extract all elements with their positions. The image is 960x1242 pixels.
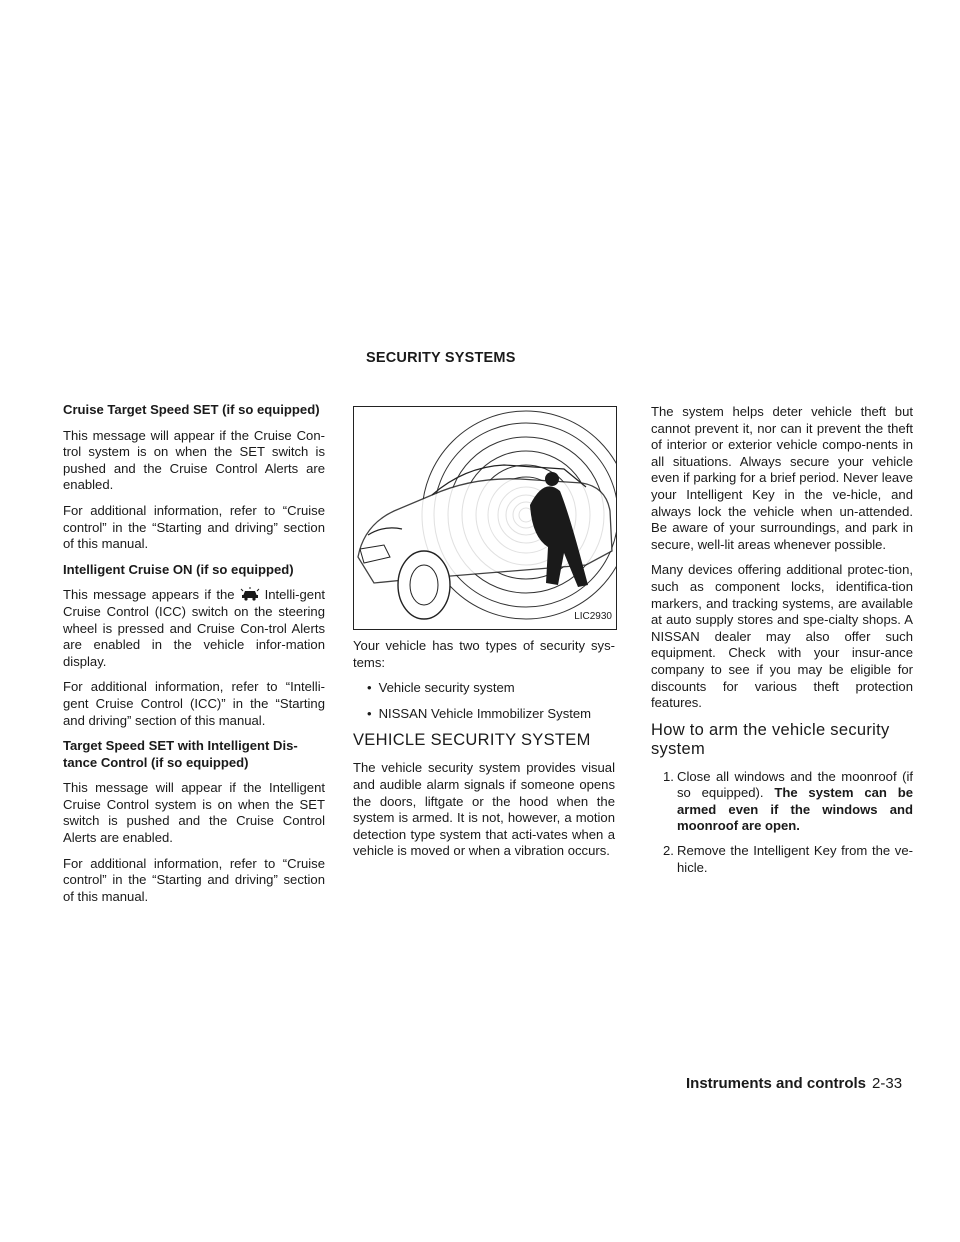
- column-middle: [353, 402, 615, 869]
- arming-steps: [651, 769, 913, 877]
- heading-how-to-arm: How to arm the vehicle security system: [651, 720, 890, 758]
- figure-code: LIC2930: [574, 611, 612, 623]
- heading-vehicle-security-system: VEHICLE SECURITY SYSTEM: [353, 731, 591, 750]
- icc-car-icon: [239, 587, 261, 601]
- paragraph: The vehicle security system provides visual and audible alarm signals if someone opens the doors, liftgate or the hood when the system is armed. It is not, however, a motion detection type system that acti-vates when a vehicle is moved or when a vibration occurs.: [353, 760, 615, 859]
- list-item: • NISSAN Vehicle Immobilizer System: [367, 706, 615, 723]
- list-item: 2. Remove the Intelligent Key from the ve-hicle.: [663, 843, 913, 875]
- paragraph: This message will appear if the Cruise Con-trol system is on when the SET switch is pushed and the Cruise Control Alerts are enabled.: [63, 427, 325, 493]
- paragraph: Your vehicle has two types of security sys-tems:: [353, 638, 615, 670]
- section-title: SECURITY SYSTEMS: [366, 350, 516, 366]
- paragraph: Many devices offering additional protec-tion, such as component locks, identifica-tion markers, and tracking systems, are available at auto supply stores and spe-cialty shops. A NISSAN dealer may also offer such equipment. Check with your insur-ance company to see if you may be eligible for discounts for various theft protection features.: [651, 562, 913, 711]
- paragraph-with-icon: This message appears if the Intelli-gent Cruise Control (ICC) switch on the steering wheel is pressed and Cruise Con-trol Alerts are enabled in the vehicle infor-mation display.: [63, 587, 325, 669]
- paragraph: The system helps deter vehicle theft but cannot prevent it, nor can it prevent the theft of interior or exterior vehicle compo-nents in all situations. Always secure your vehicle even if parking for a brief period. Never leave your Intelligent Key in the ve-hicle, and always lock the vehicle when un-attended. Be aware of your surroundings, and park in secure, well-lit areas whenever possible.: [651, 404, 913, 552]
- security-types-list: [353, 680, 615, 722]
- paragraph: This message will appear if the Intelligent Cruise Control system is on when the SET switch is pushed and the Cruise Control Alerts are enabled.: [63, 780, 325, 846]
- page-number: 2-33: [872, 1075, 903, 1092]
- column-left: [63, 402, 325, 914]
- page-footer: [686, 1075, 902, 1092]
- paragraph: For additional information, refer to “Cruise control” in the “Starting and driving” section of this manual.: [63, 855, 325, 904]
- column-right: [651, 404, 913, 884]
- list-item: • Vehicle security system: [367, 680, 615, 697]
- security-illustration: [353, 406, 617, 630]
- heading-cruise-target-speed: Cruise Target Speed SET (if so equipped): [63, 402, 320, 417]
- car-alarm-illustration-icon: [354, 407, 616, 629]
- heading-target-speed-set: Target Speed SET with Intelligent Dis-tance Control (if so equipped): [63, 738, 298, 770]
- list-item: 1. Close all windows and the moonroof (if so equipped). The system can be armed even if the windows and moonroof are open.: [663, 768, 913, 834]
- paragraph: For additional information, refer to “Cruise control” in the “Starting and driving” section of this manual.: [63, 502, 325, 552]
- paragraph: For additional information, refer to “Intelli-gent Cruise Control (ICC)” in the “Starting and driving” section of this manual.: [63, 679, 325, 728]
- footer-chapter: Instruments and controls: [686, 1075, 867, 1092]
- heading-intelligent-cruise-on: Intelligent Cruise ON (if so equipped): [63, 561, 294, 577]
